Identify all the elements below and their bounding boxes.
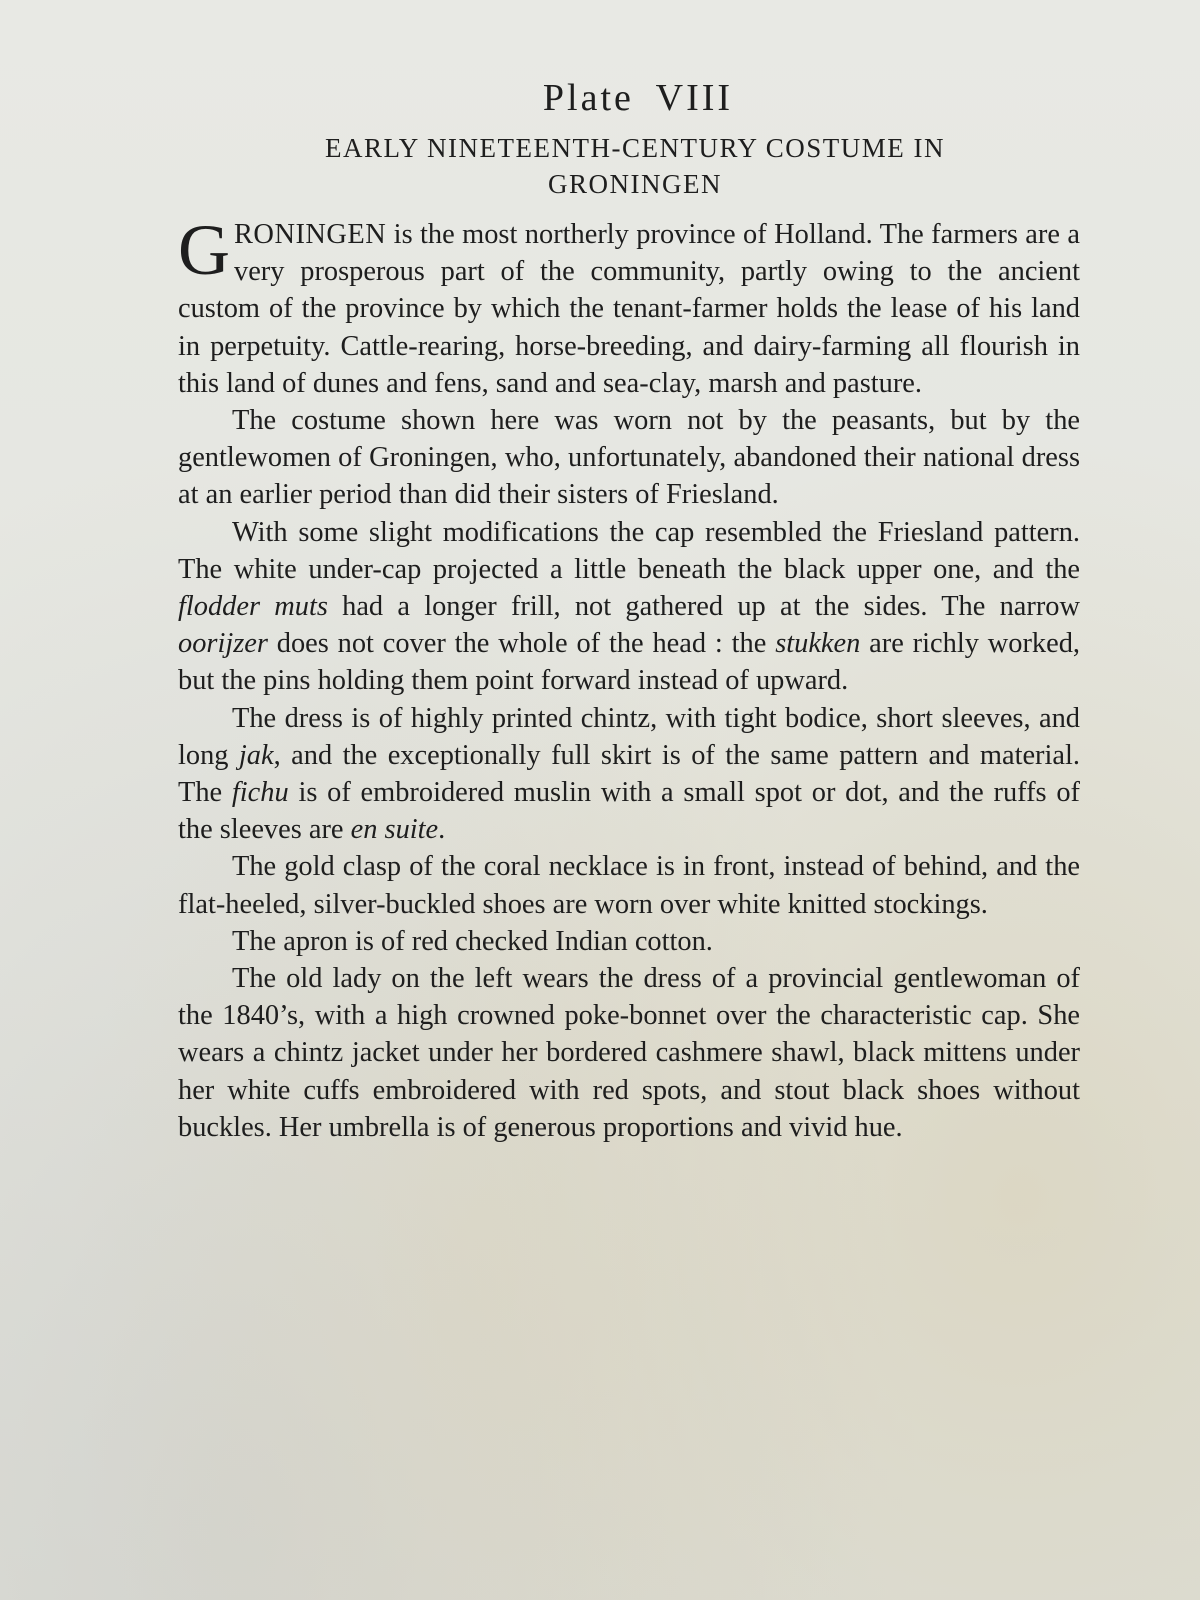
body-text [178, 210, 1080, 1146]
plate-heading: EARLY NINETEENTH-CENTURY COSTUME IN GRONINGEN [325, 133, 945, 199]
paragraph-3-text-a: With some slight modifications the cap resembled the Friesland pattern. The white under-cap projected a little beneath the black upper one, and the [178, 516, 1080, 585]
paragraph-4-text-a: The dress is of highly printed chintz, with tight bodice, short sleeves, and long [178, 702, 1080, 771]
paragraph-6: The apron is of red checked Indian cotton. [232, 925, 713, 957]
paragraph-5: The gold clasp of the coral necklace is in front, instead of behind, and the flat-heeled, silver-buckled shoes are worn over white knitted stockings. [178, 851, 1080, 920]
term-jak: jak [238, 739, 274, 771]
paragraph-3-text-c: does not cover the whole of the head : the [267, 628, 776, 660]
paragraph-3-text-b: had a longer frill, not gathered up at the sides. The narrow [327, 591, 1080, 623]
paragraph-2: The costume shown here was worn not by the peasants, but by the gentlewomen of Groningen, who, unfortunately, abandoned their national dress at an earlier period than did their sisters of Friesland. [178, 405, 1080, 511]
plate-title: Plate VIII [542, 77, 734, 119]
paragraph-3 [178, 514, 1080, 700]
term-en-suite: en suite [350, 814, 439, 846]
paragraph-4-text-c: is of embroidered muslin with a small spot or dot, and the ruffs of the sleeves are [178, 777, 1080, 846]
term-stukken: stukken [775, 628, 861, 660]
paragraph-1 [178, 210, 1080, 402]
paragraph-4-text-b: , and the exceptionally full skirt is of the same pattern and material. The [178, 739, 1080, 809]
paragraph-4-text-d: . [438, 814, 446, 846]
paragraph-7: The old lady on the left wears the dress of a provincial gentlewoman of the 1840’s, with a high crowned poke-bonnet over the characteristic cap. She wears a chintz jacket under her bordered cashmere shawl, black mittens under her white cuffs embroidered with red spots, and stout black shoes without buckles. Her umbrella is of generous proportions and vivid hue. [178, 963, 1080, 1143]
paragraph-1-text: is the most northerly province of Holland. The farmers are a very prosperous part of the community, partly owing to the ancient custom of the province by which the tenant-farmer holds the lease of his land in perpetuity. Cattle-rearing, horse-breeding, and dairy-farming all flourish in this land of dunes and fens, sand and sea-clay, marsh and pasture. [178, 219, 1080, 399]
paragraph-3-text-d: are richly worked, but the pins holding them point forward instead of upward. [178, 628, 1080, 697]
term-flodder-muts: flodder muts [178, 591, 328, 623]
term-fichu: fichu [231, 777, 289, 809]
drop-cap: G [178, 210, 230, 290]
lead-caps: RONINGEN [234, 219, 387, 250]
paragraph-4 [178, 700, 1080, 849]
term-oorijzer: oorijzer [178, 628, 268, 660]
